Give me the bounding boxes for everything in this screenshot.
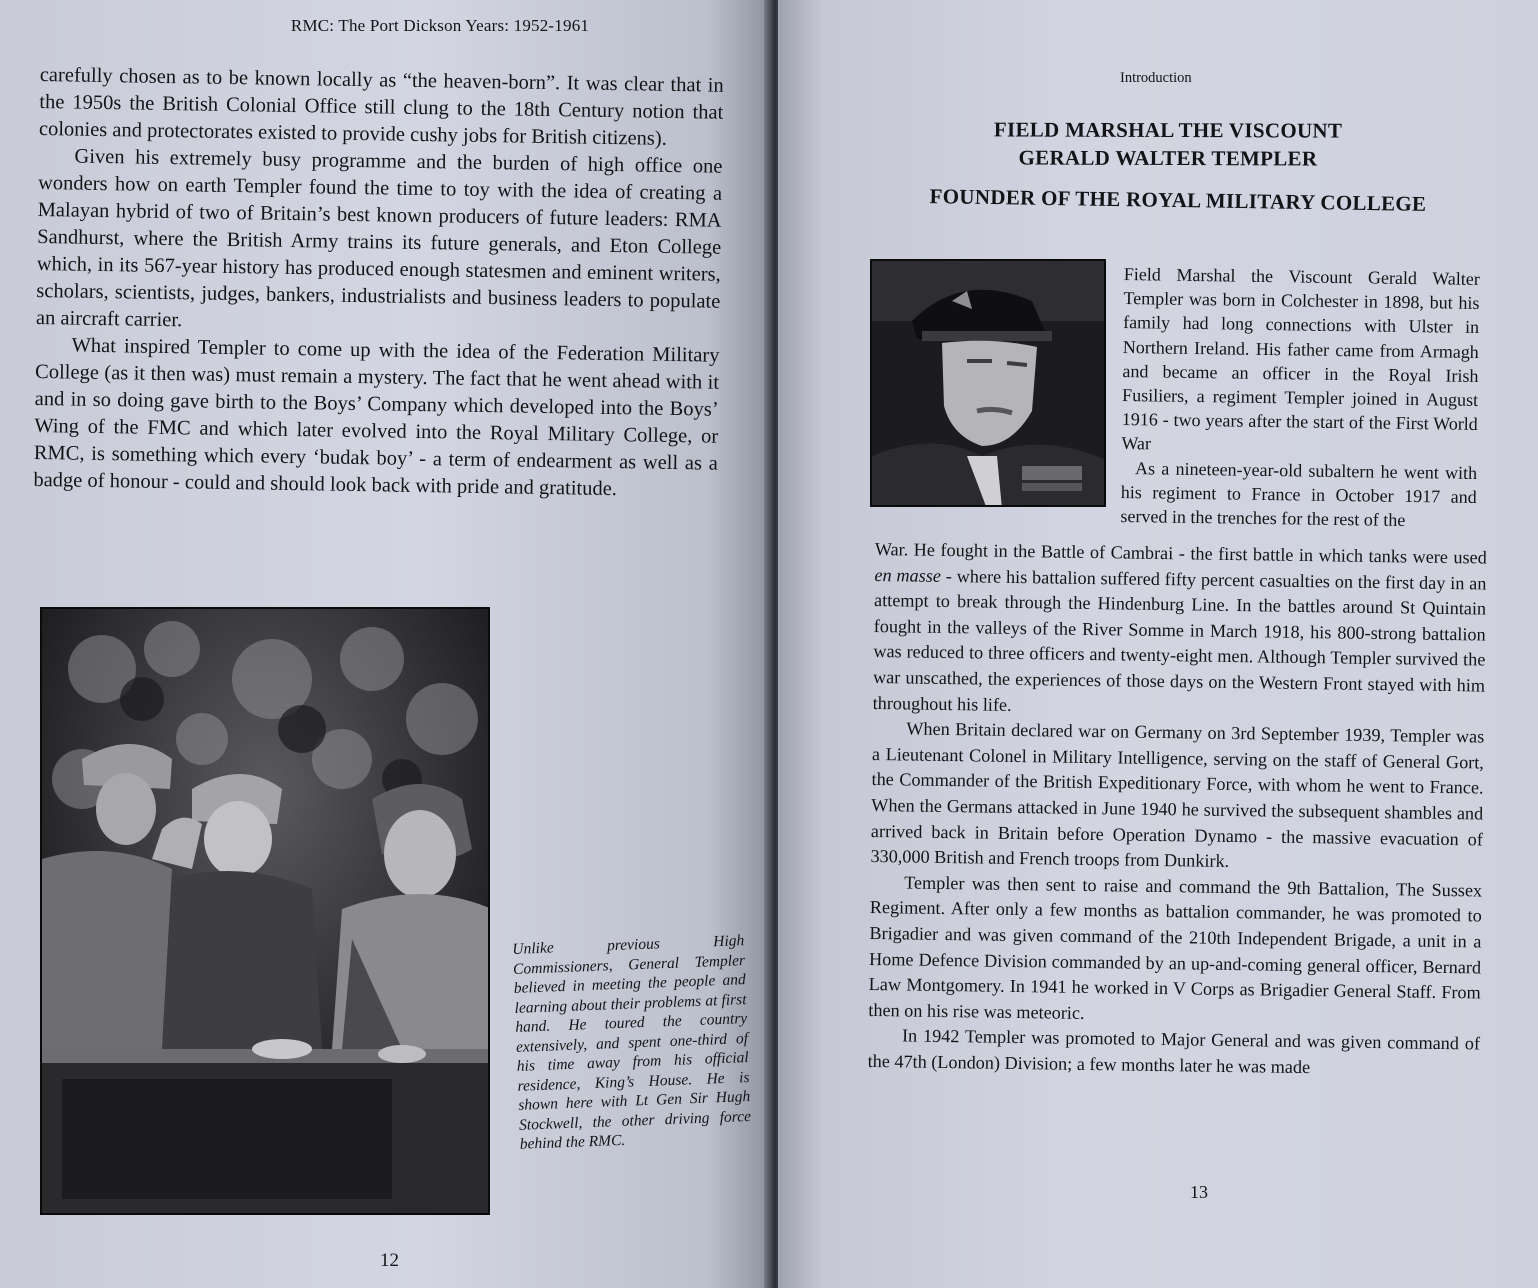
paragraph: Field Marshal the Viscount Gerald Walter Templer was born in Colchester in 1898, but his family had long connections with Ulster in Northern Ireland. His father came from Armagh and became an officer in the Royal Irish Fusiliers, a regiment Templer joined in August 1916 - two years after the start of the First World War <box>1121 263 1480 454</box>
page-title <box>858 115 1478 173</box>
templer-stockwell-photo <box>40 607 490 1215</box>
title-line: FIELD MARSHAL THE VISCOUNT <box>993 117 1343 143</box>
paragraph: As a nineteen-year-old subaltern he went with his regiment to France in October 1917 and served in the trenches for the rest of the <box>1120 457 1478 530</box>
right-body-text <box>867 537 1486 1083</box>
left-body-text <box>33 62 724 505</box>
page-number: 12 <box>380 1250 399 1271</box>
templer-portrait-photo <box>870 259 1106 507</box>
photo-caption: Unlike previous High Commissioners, General Templer believed in meeting the people and learning about their problems at first hand. He toured the country extensively, and spent one-third of his time away from his official residence, King’s House. He is shown here with Lt Gen Sir Hugh Stockwell, the other driving force behind the RMC. <box>512 932 752 1153</box>
paragraph: Templer was then sent to raise and command the 9th Battalion, The Sussex Regiment. After only a few months as battalion commander, he was promoted to Brigadier and was given command of the 210th Independent Brigade, a unit in a Home Defence Division commanded by an up-and-coming general officer, Bernard Law Montgomery. In 1941 he worked in V Corps as Brigadier General Staff. From then on his rise was meteoric. <box>868 872 1483 1023</box>
title-line: GERALD WALTER TEMPLER <box>1018 145 1318 171</box>
paragraph: Given his extremely busy programme and the burden of high office one wonders how on earth Templer found the time to toy with the idea of creating a Malayan hybrid of two of Britain’s best known producers of future leaders: RMA Sandhurst, where the British Army trains its future generals, and Eton College which, in its 567-year history has produced enough statesmen and eminent writers, scholars, scientists, judges, bankers, industrialists and business leaders to populate an aircraft carrier. <box>35 145 723 332</box>
portrait-illustration <box>872 261 1106 507</box>
right-page <box>778 0 1538 1288</box>
text-run: War. He fought in the Battle of Cambrai - the first battle in which tanks were used <box>874 538 1487 568</box>
paragraph: What inspired Templer to come up with the idea of the Federation Military College (as it then was) must remain a mystery. The fact that he went ahead with it and in so doing gave birth to the Boys’ Company which developed into the Boys’ Wing of the FMC and which later evolved into the Royal Military College, or RMC, is something which every ‘budak boy’ - a term of endearment as well as a badge of honour - could and should look back with pride and gratitude. <box>33 334 720 501</box>
section-label: Introduction <box>1120 70 1192 86</box>
portrait-side-text <box>1120 262 1480 533</box>
paragraph: When Britain declared war on Germany on 3rd September 1939, Templer was a Lieutenant Colonel in Military Intelligence, serving on the staff of General Gort, the Commander of the British Expeditionary Force, with whom he went to France. When the Germans attacked in June 1940 he survived the subsequent shambles and arrived back in Britain before Operation Dynamo - the massive evacuation of 330,000 British and French troops from Dunkirk. <box>870 718 1485 872</box>
running-head: RMC: The Port Dickson Years: 1952-1961 <box>290 16 590 35</box>
paragraph: carefully chosen as to be known locally as “the heaven-born”. It was clear that in the 1950s the British Colonial Office still clung to the 18th Century notion that colonies and protectorates existed to provide cushy jobs for British citizens). <box>38 63 724 150</box>
italic-text: en masse <box>874 564 942 586</box>
page-number: 13 <box>1190 1182 1208 1202</box>
paragraph: In 1942 Templer was promoted to Major General and was given command of the 47th (London) Division; a few months later he was made <box>867 1025 1481 1078</box>
text-run: - where his battalion suffered fifty percent casualties on the first day in an attempt to break through the Hindenburg Line. In the battles around St Quintain fought in the valleys of the River Somme in March 1918, his 800-strong battalion was reduced to three officers and twenty-eight men. Although Templer survived the war unscathed, the experiences of those days on the Western Front stayed with him throughout his life. <box>872 565 1487 715</box>
photo-illustration <box>42 609 490 1215</box>
paragraph <box>872 537 1486 725</box>
page-subtitle: FOUNDER OF THE ROYAL MILITARY COLLEGE <box>929 184 1427 216</box>
